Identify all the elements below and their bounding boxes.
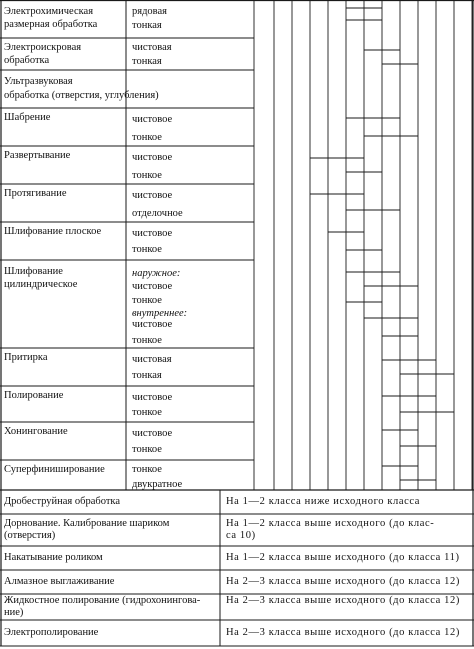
mode-label-cyl-grinding: тонкое xyxy=(132,295,162,306)
bottom-note-roller: На 1—2 класса выше исходного (до класса 11) xyxy=(226,552,460,563)
bottom-method-liquid-polish: Жидкостное полирование (гидрохонингова- xyxy=(4,595,201,606)
mode-label-surface-grinding: чистовое xyxy=(132,228,173,239)
mode-label-cyl-grinding: наружное: xyxy=(132,268,181,279)
mode-label-electrospark: чистовая xyxy=(132,42,172,53)
bottom-method-electropolish: Электрополирование xyxy=(4,627,99,638)
mode-label-scraping: тонкое xyxy=(132,132,162,143)
bottom-method-shot-peening: Дробеструйная обработка xyxy=(4,496,121,507)
bottom-method-burnishing: Дорнование. Калибрование шариком xyxy=(4,518,170,529)
mode-label-lapping: тонкая xyxy=(132,370,162,381)
mode-label-honing: тонкое xyxy=(132,444,162,455)
mode-label-electrochem: тонкая xyxy=(132,20,162,31)
mode-label-reaming: чистовое xyxy=(132,152,173,163)
mode-label-lapping: чистовая xyxy=(132,354,172,365)
method-label-cyl-grinding: Шлифование xyxy=(4,266,63,277)
method-label-broaching: Протягивание xyxy=(4,188,67,199)
bottom-note-electropolish: На 2—3 класса выше исходного (до класса 12) xyxy=(226,627,460,638)
method-label-electrospark: Электроискровая xyxy=(4,42,82,53)
bottom-note-diamond: На 2—3 класса выше исходного (до класса 12) xyxy=(226,576,460,587)
bottom-note-burnishing: На 1—2 класса выше исходного (до клас- xyxy=(226,518,435,529)
bottom-method-diamond: Алмазное выглаживание xyxy=(4,576,115,587)
method-label-surface-grinding: Шлифование плоское xyxy=(4,226,102,237)
method-label-ultrasonic: обработка (отверстия, углубления) xyxy=(4,90,159,101)
mode-label-polishing: тонкое xyxy=(132,407,162,418)
bottom-note-liquid-polish: На 2—3 класса выше исходного (до класса 12) xyxy=(226,595,460,606)
bottom-note-shot-peening: На 1—2 класса ниже исходного класса xyxy=(226,496,421,507)
mode-label-broaching: отделочное xyxy=(132,208,183,219)
mode-label-reaming: тонкое xyxy=(132,170,162,181)
method-label-electrochem: размерная обработка xyxy=(4,19,98,30)
method-label-electrochem: Электрохимическая xyxy=(4,6,94,17)
method-label-ultrasonic: Ультразвуковая xyxy=(4,76,73,87)
mode-label-broaching: чистовое xyxy=(132,190,173,201)
mode-label-electrospark: тонкая xyxy=(132,56,162,67)
mode-label-superfinishing: тонкое xyxy=(132,464,162,475)
bottom-note-burnishing: са 10) xyxy=(226,530,256,541)
mode-label-polishing: чистовое xyxy=(132,392,173,403)
mode-label-cyl-grinding: внутреннее: xyxy=(132,308,188,319)
method-label-lapping: Притирка xyxy=(4,352,48,363)
mode-label-cyl-grinding: тонкое xyxy=(132,335,162,346)
mode-label-cyl-grinding: чистовое xyxy=(132,319,173,330)
method-label-superfinishing: Суперфиниширование xyxy=(4,464,105,475)
mode-label-cyl-grinding: чистовое xyxy=(132,281,173,292)
bottom-method-liquid-polish: ние) xyxy=(4,607,24,618)
mode-label-electrochem: рядовая xyxy=(132,6,167,17)
method-label-reaming: Развертывание xyxy=(4,150,71,161)
mode-label-honing: чистовое xyxy=(132,428,173,439)
method-label-scraping: Шабрение xyxy=(4,112,51,123)
mode-label-superfinishing: двукратное xyxy=(132,479,183,490)
method-label-honing: Хонингование xyxy=(4,426,68,437)
method-label-electrospark: обработка xyxy=(4,55,50,66)
bottom-method-burnishing: (отверстия) xyxy=(4,530,56,541)
mode-label-surface-grinding: тонкое xyxy=(132,244,162,255)
method-label-cyl-grinding: цилиндрическое xyxy=(4,279,78,290)
bottom-method-roller: Накатывание роликом xyxy=(4,552,103,563)
mode-label-scraping: чистовое xyxy=(132,114,173,125)
method-label-polishing: Полирование xyxy=(4,390,64,401)
